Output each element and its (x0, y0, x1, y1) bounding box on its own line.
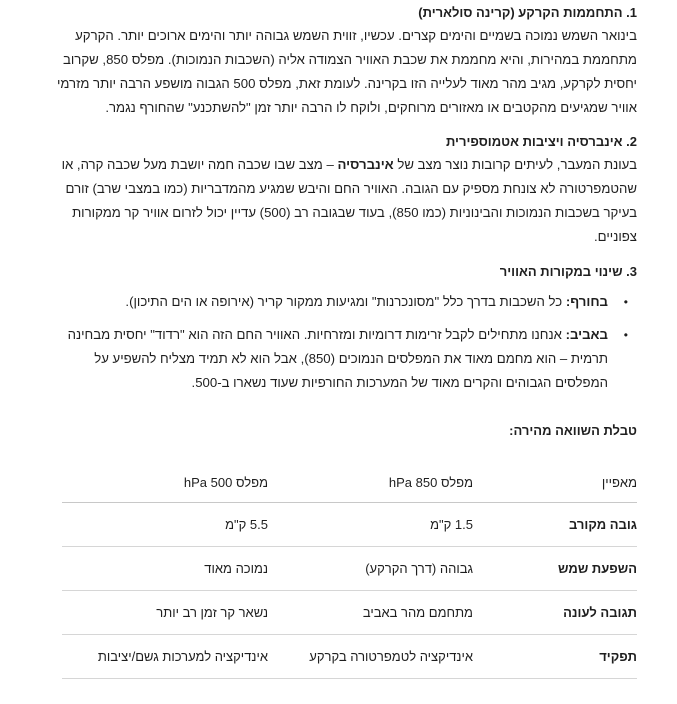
bullet-icon: • (623, 295, 628, 309)
list-item-label: בחורף: (565, 294, 608, 309)
section-heading: 1. התחממות הקרקע (קרינה סולארית) (418, 5, 637, 20)
table-row (62, 591, 637, 635)
table-cell-500: נשאר קר זמן רב יותר (62, 591, 268, 635)
bold-term: אינברסיה (337, 157, 394, 172)
section-paragraph: בינואר השמש נמוכה בשמיים והימים קצרים. עכשיו, זווית השמש גבוהה יותר והימים ארוכים יותר. הקרקע מתחממת במהירות, והיא מחממת את שכבת האוויר הצמודה אליה (השכבות הנמוכות). מפלס 850, שקרוב יחסית לקרקע, מגיב מהר מאוד לעלייה הזו בקרינה. לעומת זאת, מפלס 500 הגבוה מושפע הרבה יותר מזרמי אוויר שמגיעים מהקטבים או מאזורים מרוחקים, ולוקח לו הרבה יותר זמן "להשתכנע" שהחורף נגמר. (56, 28, 637, 115)
list-item-text: אנחנו מתחילים לקבל זרימות דרומיות ומזרחיות. האוויר החם הזה הוא "רדוד" יחסית מבחינה תרמית – הוא מחמם מאוד את המפלסים הנמוכים (850), אבל הוא לא תמיד מצליח להשפיע על המפלסים הגבוהים והקרים מאוד של המערכות החורפיות שעוד נשארו ב-500. (67, 327, 608, 390)
list-item-label: באביב: (565, 327, 608, 342)
column-header-850: מפלס 850 hPa (268, 462, 473, 503)
table-row (62, 503, 637, 547)
table-cell-feature: השפעת שמש (473, 547, 637, 591)
paragraph-text: בעונת המעבר, לעיתים קרובות נוצר מצב של (393, 157, 637, 172)
table-cell-850: אינדיקציה לטמפרטורה בקרקע (268, 635, 473, 679)
table-row (62, 635, 637, 679)
column-header-feature: מאפיין (473, 462, 637, 503)
section-ground-heating (40, 3, 637, 120)
table-cell-feature: תגובה לעונה (473, 591, 637, 635)
section-heading: 2. אינברסיה ויציבות אטמוספירית (445, 134, 637, 149)
bullet-icon: • (623, 328, 628, 342)
table-cell-500: 5.5 ק"מ (62, 503, 268, 547)
bullet-list (40, 290, 637, 395)
table-cell-850: מתחמם מהר באביב (268, 591, 473, 635)
table-cell-850: גבוהה (דרך הקרקע) (268, 547, 473, 591)
table-cell-500: נמוכה מאוד (62, 547, 268, 591)
paragraph-text: – מצב שבו שכבה חמה יושבת מעל שכבה קרה, או שהטמפרטורה לא צונחת מספיק עם הגובה. האוויר החם והיבש שמגיע מהמדבריות (כמו במצבי שרב) זורם בעיקר בשכבות הנמוכות והבינוניות (כמו 850), בעוד שבגובה רב (500) עדיין יכול לזרום אוויר קר ממקורות צפוניים. (61, 157, 637, 244)
table-row (62, 547, 637, 591)
section-paragraph (40, 153, 637, 249)
table-cell-850: 1.5 ק"מ (268, 503, 473, 547)
list-item-text: כל השכבות בדרך כלל "מסונכרנות" ומגיעות ממקור קריר (אירופה או הים התיכון). (125, 294, 566, 309)
table-title: טבלת השוואה מהירה: (509, 423, 637, 438)
section-air-sources (40, 262, 637, 395)
section-heading: 3. שינוי במקורות האוויר (499, 264, 637, 279)
document-content (40, 0, 637, 679)
list-item (40, 323, 637, 395)
list-item (40, 290, 637, 314)
table-cell-500: אינדיקציה למערכות גשם/יציבות (62, 635, 268, 679)
table-header-row (62, 462, 637, 503)
column-header-500: מפלס 500 hPa (62, 462, 268, 503)
table-cell-feature: תפקיד (473, 635, 637, 679)
section-inversion (40, 132, 637, 249)
comparison-table (62, 462, 637, 679)
table-cell-feature: גובה מקורב (473, 503, 637, 547)
